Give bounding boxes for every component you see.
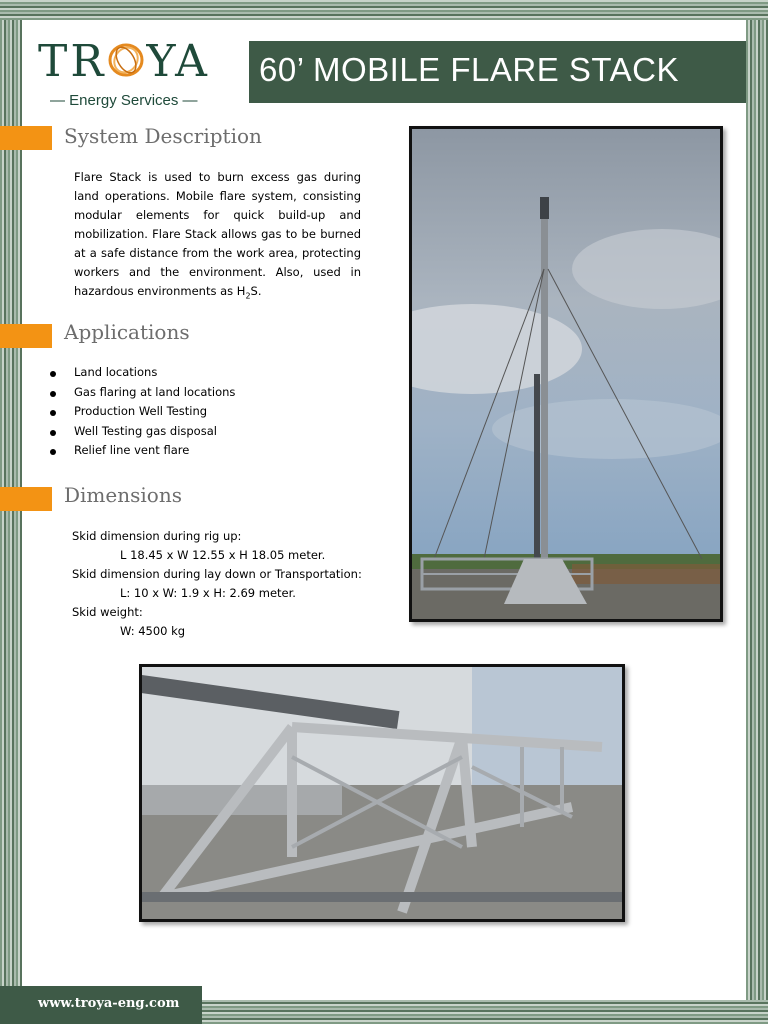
logo-letters-right: YA xyxy=(146,36,210,87)
list-item: Production Well Testing xyxy=(48,404,235,424)
footer-website-link[interactable]: www.troya-eng.com xyxy=(38,996,180,1011)
heading-system-description: System Description xyxy=(64,124,262,148)
description-tail: S. xyxy=(250,284,262,298)
rig-up-label: Skid dimension during rig up: xyxy=(72,529,242,543)
frame-stripe-right xyxy=(746,0,768,1024)
weight-label: Skid weight: xyxy=(72,605,143,619)
heading-applications: Applications xyxy=(64,320,190,344)
section-marker-applications xyxy=(0,324,52,348)
transport-value: L: 10 x W: 1.9 x H: 2.69 meter. xyxy=(120,586,296,600)
flare-stack-photo xyxy=(409,126,723,622)
list-item: Well Testing gas disposal xyxy=(48,424,235,444)
description-main: Flare Stack is used to burn excess gas during land operations. Mobile flare system, consisting modular elements for quick build-up and mobilization. Flare Stack allows gas to be burned at a safe distance from the work area, protecting workers and the environment. Also, used in hazardous environments as H xyxy=(74,170,361,298)
footer-bar xyxy=(0,986,202,1024)
list-item: Gas flaring at land locations xyxy=(48,385,235,405)
logo-o-ring-icon xyxy=(106,40,146,80)
rig-up-value: L 18.45 x W 12.55 x H 18.05 meter. xyxy=(120,548,326,562)
transport-label: Skid dimension during lay down or Transportation: xyxy=(72,567,362,581)
frame-stripe-left xyxy=(0,0,22,1024)
logo-tagline: — Energy Services — xyxy=(50,92,198,109)
description-subscript: 2 xyxy=(245,291,251,301)
skid-frame-photo xyxy=(139,664,625,922)
frame-stripe-top xyxy=(0,0,768,20)
troya-logo xyxy=(38,36,218,114)
list-item: Relief line vent flare xyxy=(48,443,235,463)
heading-dimensions: Dimensions xyxy=(64,483,182,507)
system-description-text xyxy=(74,168,361,305)
page-title: 60’ MOBILE FLARE STACK xyxy=(259,51,679,88)
section-marker-system-description xyxy=(0,126,52,150)
dimensions-block xyxy=(72,527,362,641)
title-banner xyxy=(249,41,746,103)
applications-list xyxy=(48,365,235,463)
logo-letters-left: TR xyxy=(38,36,107,87)
weight-value: W: 4500 kg xyxy=(120,624,186,638)
section-marker-dimensions xyxy=(0,487,52,511)
list-item: Land locations xyxy=(48,365,235,385)
logo-wordmark xyxy=(38,36,210,87)
